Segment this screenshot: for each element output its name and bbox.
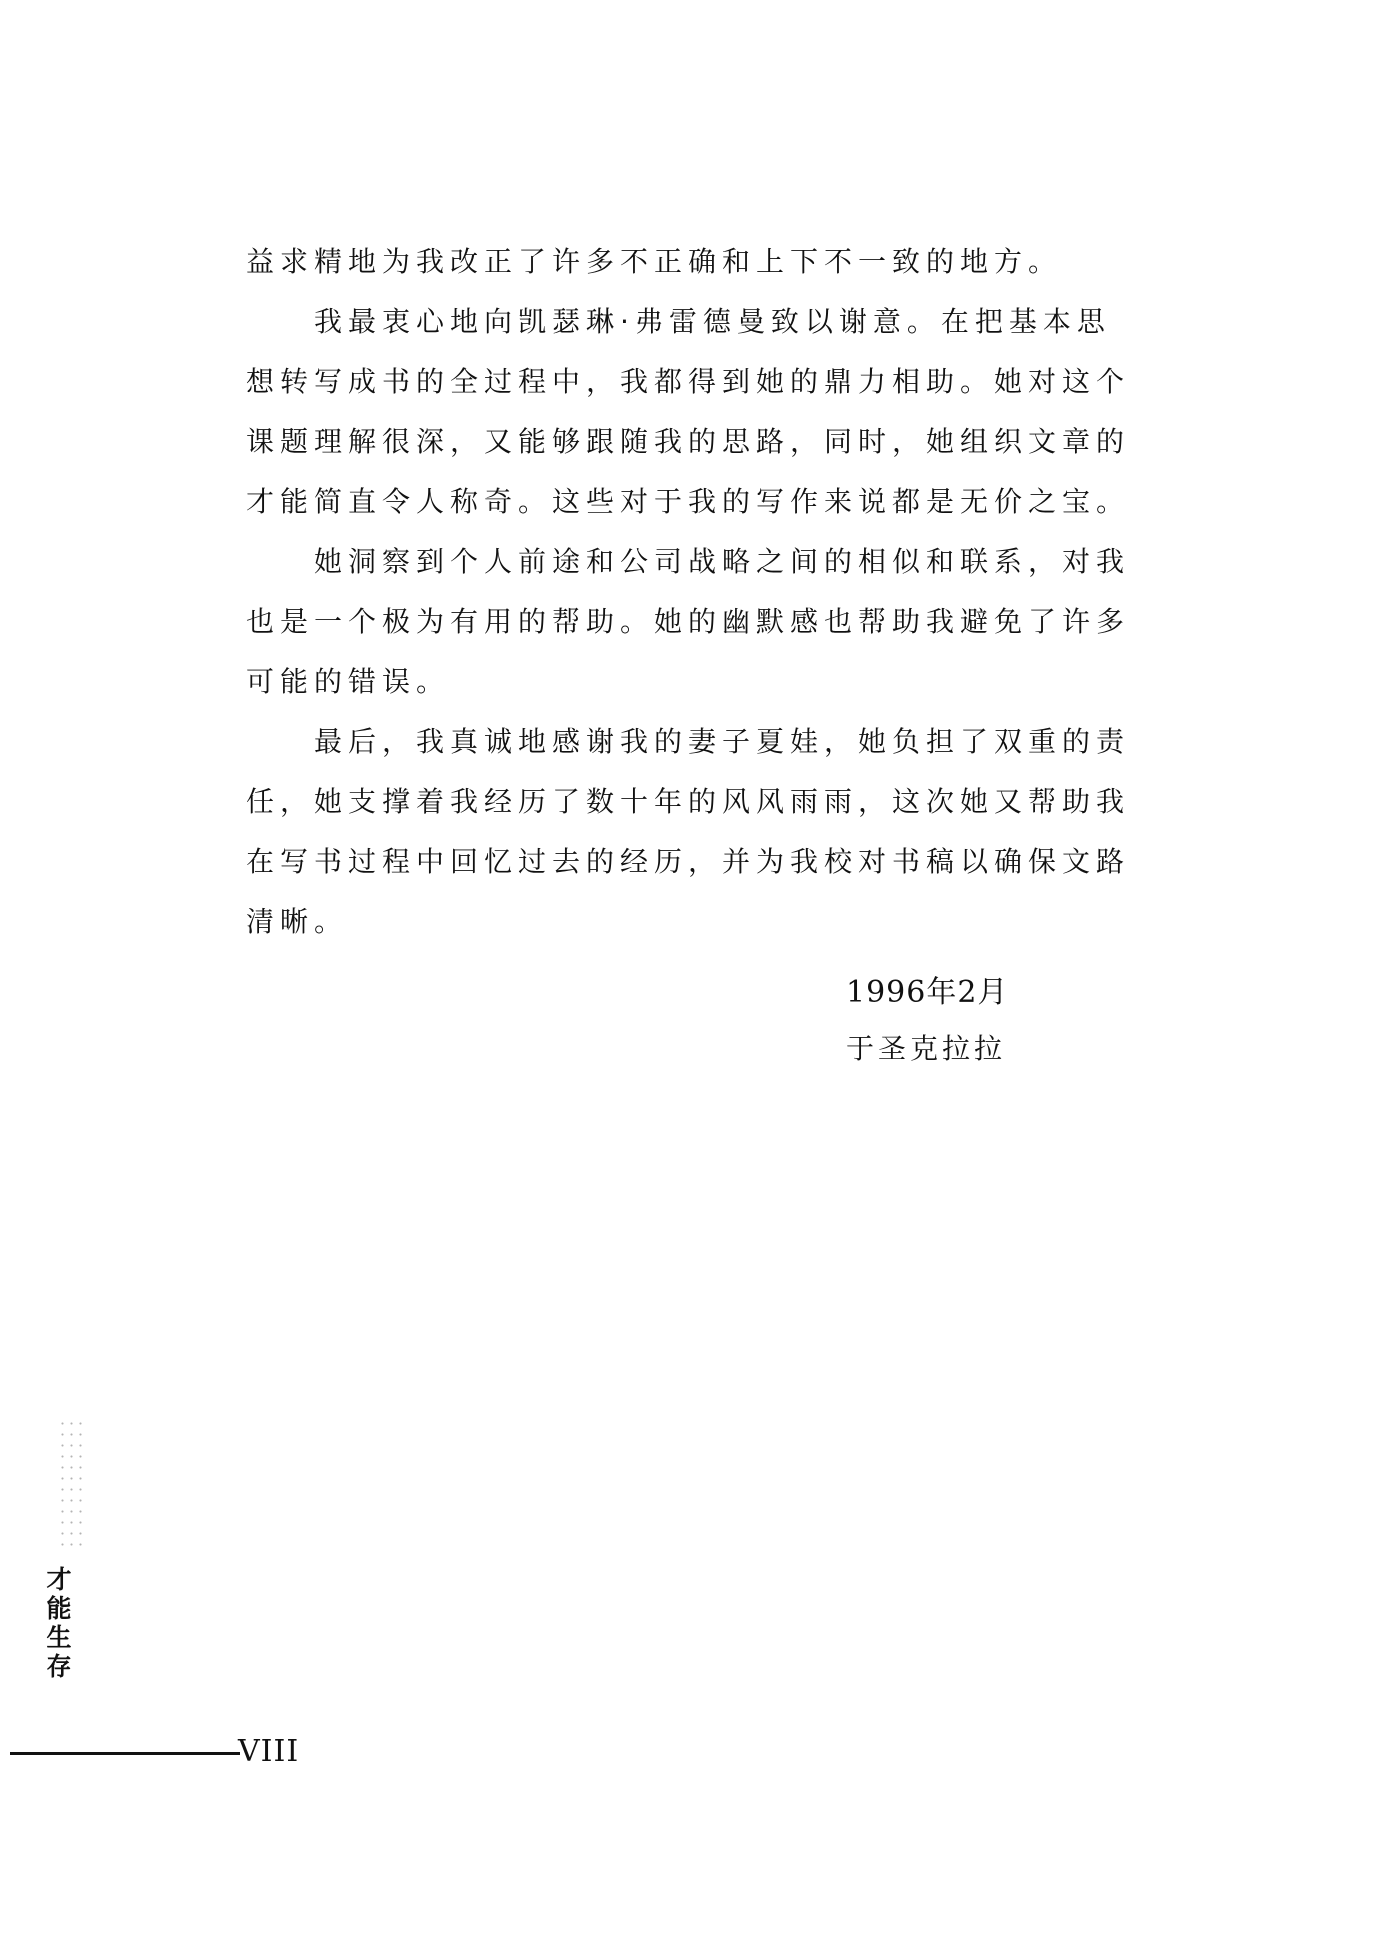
text-line: 益求精地为我改正了许多不正确和上下不一致的地方。: [246, 245, 1063, 278]
decorative-dot-pattern: [58, 1418, 88, 1548]
text-line: 可能的错误。: [246, 665, 451, 698]
text-line: 最后，我真诚地感谢我的妻子夏娃，她负担了双重的责: [314, 725, 1131, 758]
signoff-place: 于圣克拉拉: [846, 1032, 1007, 1065]
text-line: 任，她支撑着我经历了数十年的风风雨雨，这次她又帮助我: [246, 785, 1131, 818]
footer-rule: [10, 1752, 240, 1755]
text-line: 清晰。: [246, 905, 349, 938]
side-book-title: [44, 1565, 74, 1681]
side-title-char: 存: [46, 1652, 72, 1681]
signoff: [846, 968, 1008, 1074]
signoff-date: 1996年2月: [846, 975, 1009, 1010]
side-title-char: 才: [46, 1565, 72, 1594]
text-line: 想转写成书的全过程中，我都得到她的鼎力相助。她对这个: [246, 365, 1131, 398]
page-number: VIII: [238, 1734, 300, 1769]
text-line: 也是一个极为有用的帮助。她的幽默感也帮助我避免了许多: [246, 605, 1131, 638]
text-line: 在写书过程中回忆过去的经历，并为我校对书稿以确保文路: [246, 845, 1131, 878]
side-title-char: 生: [46, 1623, 72, 1652]
text-line: 才能简直令人称奇。这些对于我的写作来说都是无价之宝。: [246, 485, 1131, 518]
acknowledgement-text: [246, 232, 1131, 952]
text-line: 课题理解很深，又能够跟随我的思路，同时，她组织文章的: [246, 425, 1131, 458]
side-title-char: 能: [46, 1594, 72, 1623]
text-line: 我最衷心地向凯瑟琳·弗雷德曼致以谢意。在把基本思: [314, 305, 1111, 338]
text-line: 她洞察到个人前途和公司战略之间的相似和联系，对我: [314, 545, 1131, 578]
